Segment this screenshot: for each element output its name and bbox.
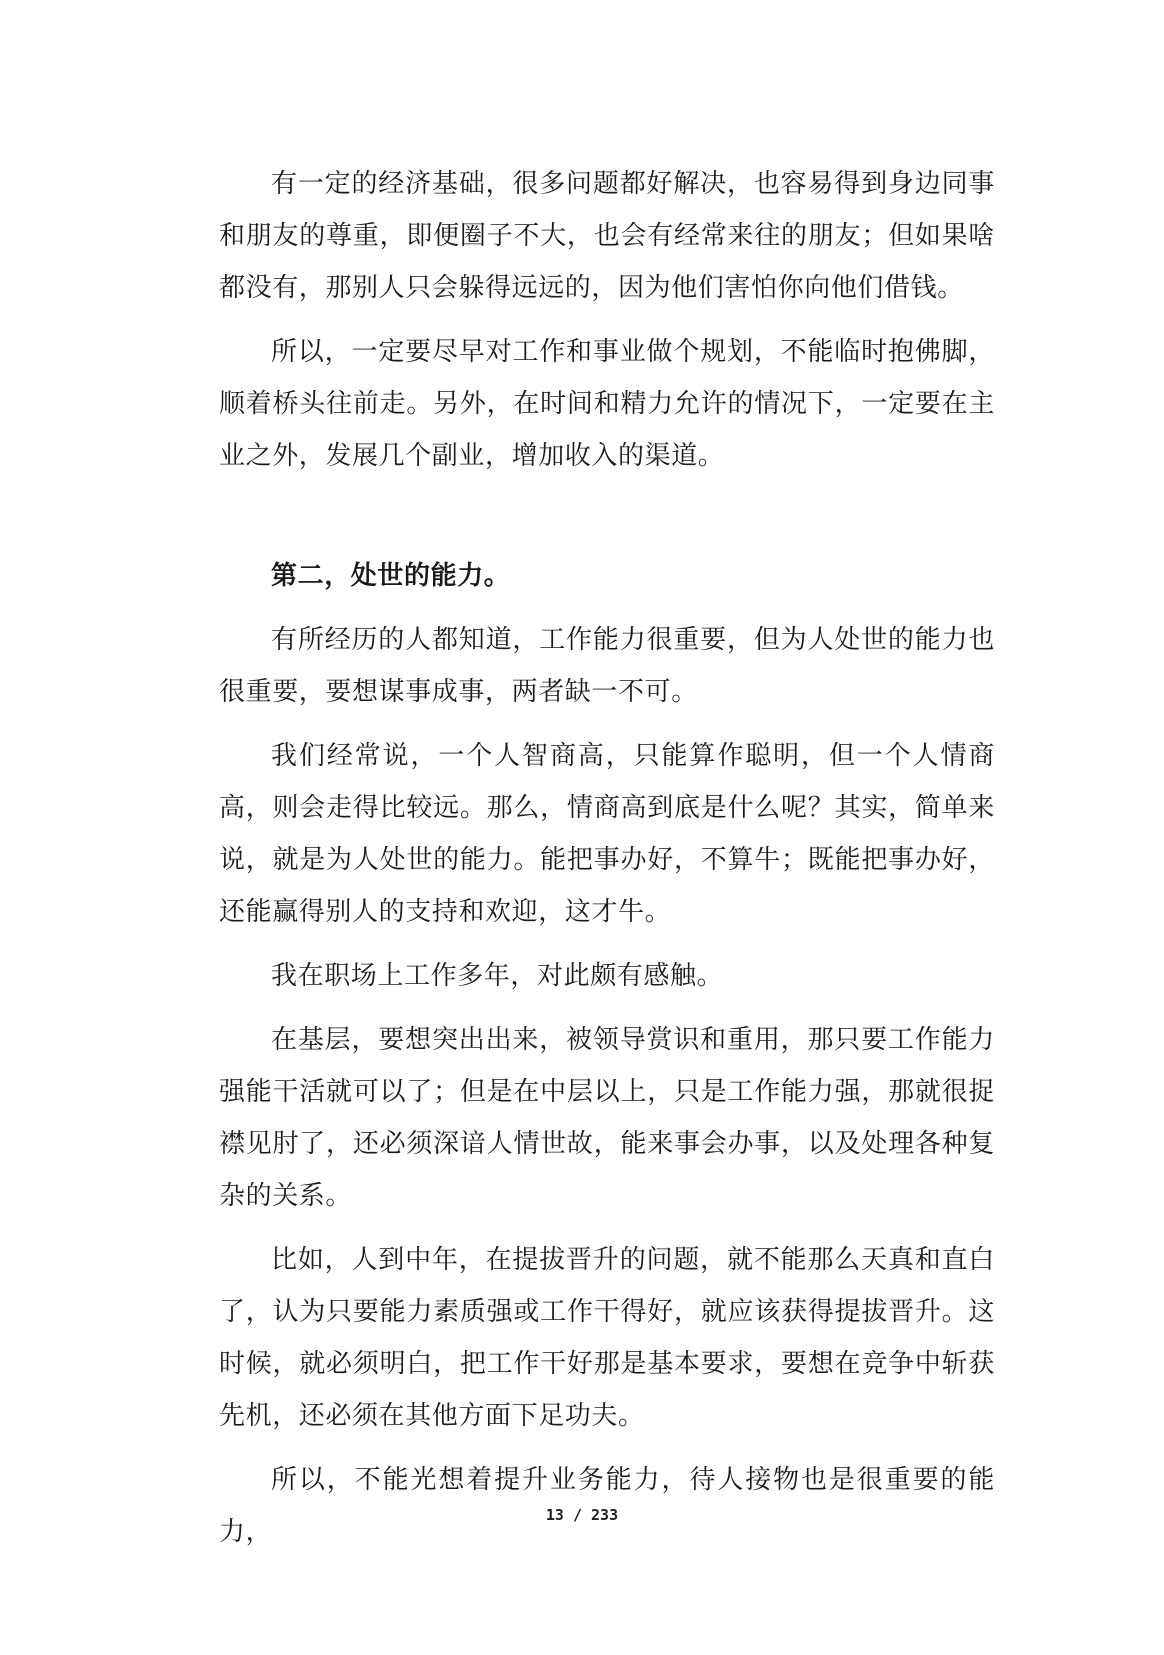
paragraph-gap: [219, 1442, 995, 1454]
paragraph-gap: [219, 938, 995, 950]
paragraph-gap: [219, 1002, 995, 1014]
page-body: [219, 158, 995, 1558]
section-heading: 第二，处世的能力。: [271, 561, 511, 591]
paragraph-gap: [219, 1222, 995, 1234]
section-gap: [219, 482, 995, 550]
paragraph-3: 有所经历的人都知道，工作能力很重要，但为人处世的能力也很重要，要想谋事成事，两者缺一不可。: [219, 625, 995, 707]
paragraph-7: 比如，人到中年，在提拔晋升的问题，就不能那么天真和直白了，认为只要能力素质强或工作干得好，就应该获得提拔晋升。这时候，就必须明白，把工作干好那是基本要求，要想在竞争中斩获先机，还必须在其他方面下足功夫。: [219, 1245, 995, 1431]
paragraph-8: 所以，不能光想着提升业务能力，待人接物也是很重要的能力，: [219, 1465, 995, 1547]
paragraph-gap: [219, 314, 995, 326]
page-number: 13 / 233: [545, 1506, 619, 1524]
paragraph-6: 在基层，要想突出出来，被领导赏识和重用，那只要工作能力强能干活就可以了；但是在中层以上，只是工作能力强，那就很捉襟见肘了，还必须深谙人情世故，能来事会办事，以及处理各种复杂的关系。: [219, 1025, 995, 1211]
paragraph-gap: [219, 602, 995, 614]
paragraph-gap: [219, 718, 995, 730]
paragraph-5: 我在职场上工作多年，对此颇有感触。: [271, 961, 724, 991]
paragraph-1: 有一定的经济基础，很多问题都好解决，也容易得到身边同事和朋友的尊重，即便圈子不大，也会有经常来往的朋友；但如果啥都没有，那别人只会躲得远远的，因为他们害怕你向他们借钱。: [219, 169, 995, 303]
paragraph-2: 所以，一定要尽早对工作和事业做个规划，不能临时抱佛脚，顺着桥头往前走。另外，在时间和精力允许的情况下，一定要在主业之外，发展几个副业，增加收入的渠道。: [219, 337, 995, 471]
paragraph-4: 我们经常说，一个人智商高，只能算作聪明，但一个人情商高，则会走得比较远。那么，情商高到底是什么呢？其实，简单来说，就是为人处世的能力。能把事办好，不算牛；既能把事办好，还能赢得别人的支持和欢迎，这才牛。: [219, 741, 995, 927]
